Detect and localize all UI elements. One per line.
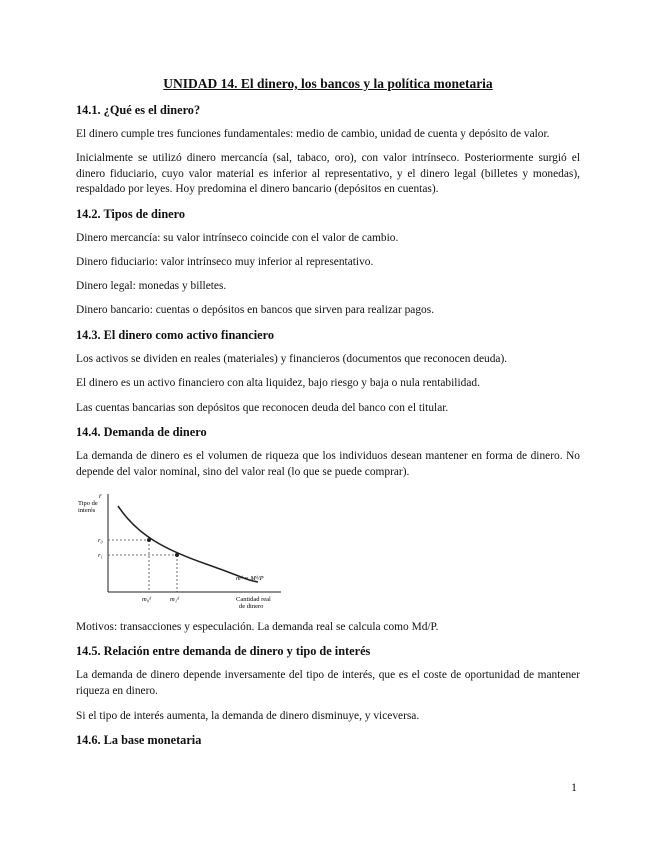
r1-label: r₁	[98, 552, 103, 559]
document-title: UNIDAD 14. El dinero, los bancos y la política monetaria	[163, 76, 493, 91]
paragraph: Dinero fiduciario: valor intrínseco muy inferior al representativo.	[76, 256, 374, 268]
m0-label: m₀ᵈ	[142, 596, 151, 603]
demand-curve	[118, 506, 258, 582]
curve-label: mᵈ = Mᵈ/P	[236, 575, 264, 582]
section-heading-14-2: 14.2. Tipos de dinero	[76, 207, 185, 221]
r0-label: r₀	[98, 537, 103, 544]
x-axis-label-line1: Cantidad real	[236, 596, 271, 603]
section-heading-14-6: 14.6. La base monetaria	[76, 733, 202, 747]
paragraph: Inicialmente se utilizó dinero mercancía (sal, tabaco, oro), con valor intrínseco. Posteriormente surgió el dinero fiduciario, cuyo valor material es inferior al representativo, y el dinero legal (billetes y monedas), respaldado por leyes. Hoy predomina el dinero bancario (depósitos en cuentas).	[76, 152, 580, 195]
paragraph: Dinero legal: monedas y billetes.	[76, 280, 227, 292]
paragraph: Si el tipo de interés aumenta, la demanda de dinero disminuye, y viceversa.	[76, 710, 420, 722]
paragraph: El dinero cumple tres funciones fundamentales: medio de cambio, unidad de cuenta y depósito de valor.	[76, 128, 550, 140]
section-heading-14-1: 14.1. ¿Qué es el dinero?	[76, 103, 201, 117]
paragraph: La demanda de dinero depende inversamente del tipo de interés, que es el coste de oportunidad de mantener riqueza en dinero.	[76, 669, 580, 697]
paragraph: Dinero bancario: cuentas o depósitos en bancos que sirven para realizar pagos.	[76, 304, 435, 316]
point-1	[175, 553, 179, 557]
y-axis-symbol: r	[99, 492, 102, 500]
x-axis-label-line2: de dinero	[239, 603, 264, 610]
section-heading-14-4: 14.4. Demanda de dinero	[76, 425, 207, 439]
paragraph: El dinero es un activo financiero con alta liquidez, bajo riesgo y baja o nula rentabilidad.	[76, 377, 480, 389]
y-axis-label-line2: interés	[78, 507, 96, 514]
y-axis-label-line1: Tipo de	[78, 500, 98, 507]
paragraph: Motivos: transacciones y especulación. La demanda real se calcula como Md/P.	[76, 621, 439, 633]
m1-label: m₁ᵈ	[170, 596, 179, 603]
section-heading-14-3: 14.3. El dinero como activo financiero	[76, 328, 274, 342]
page-number: 1	[571, 780, 577, 794]
money-demand-figure	[76, 488, 286, 612]
paragraph: Dinero mercancía: su valor intrínseco coincide con el valor de cambio.	[76, 232, 399, 244]
paragraph: Las cuentas bancarias son depósitos que reconocen deuda del banco con el titular.	[76, 402, 449, 414]
paragraph: Los activos se dividen en reales (materiales) y financieros (documentos que reconocen deuda).	[76, 353, 508, 365]
point-0	[147, 538, 151, 542]
section-heading-14-5: 14.5. Relación entre demanda de dinero y tipo de interés	[76, 644, 371, 658]
paragraph: La demanda de dinero es el volumen de riqueza que los individuos desean mantener en forma de dinero. No depende del valor nominal, sino del valor real (lo que se puede comprar).	[76, 450, 580, 478]
